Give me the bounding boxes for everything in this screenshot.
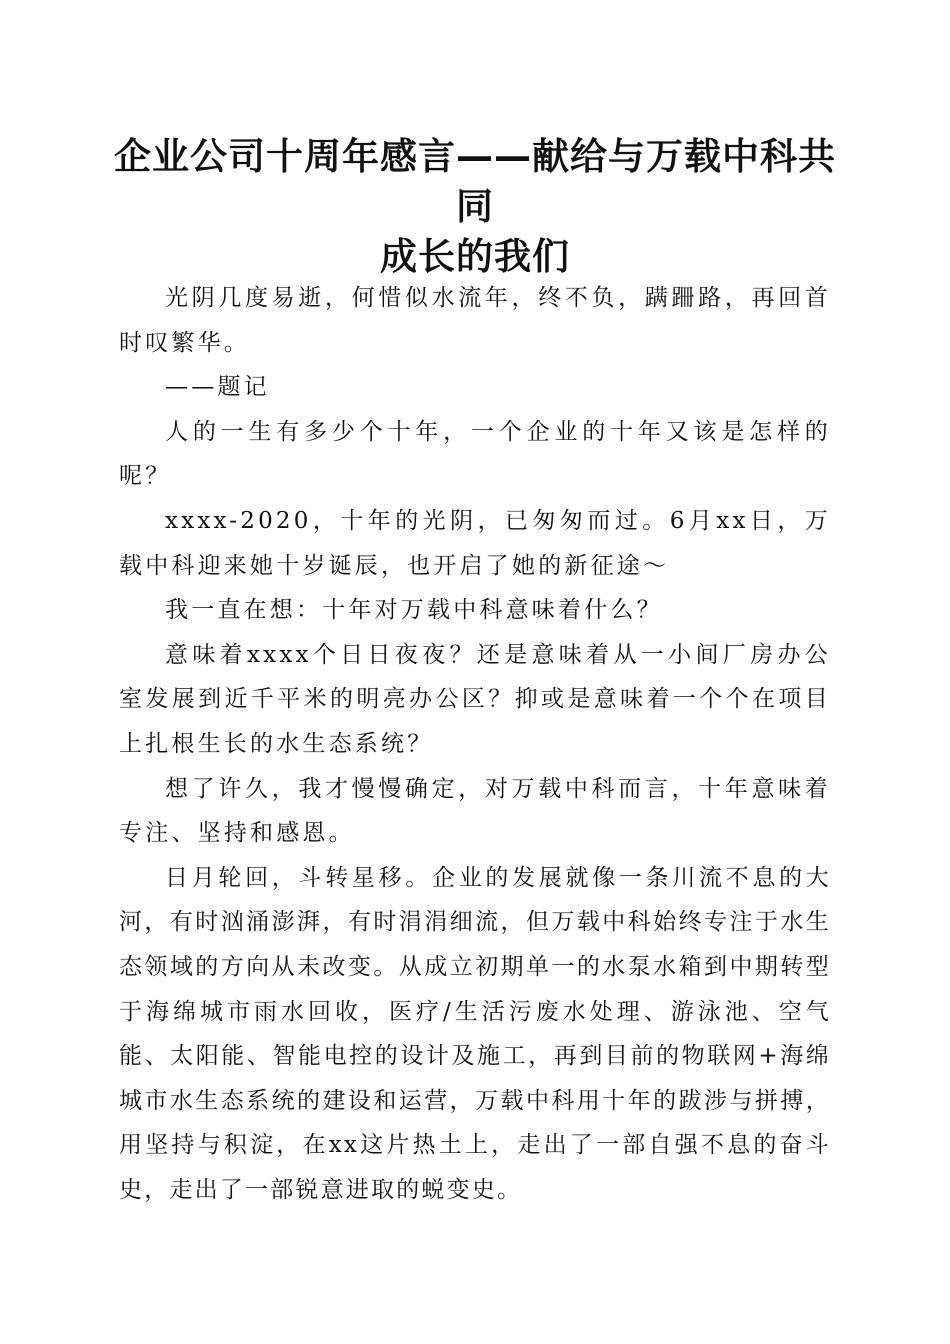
paragraph-epigraph: 光阴几度易逝，何惜似水流年，终不负，蹒跚路，再回首时叹繁华。 bbox=[119, 285, 831, 356]
document-body bbox=[119, 276, 831, 1212]
title-line-2: 成长的我们 bbox=[380, 235, 570, 278]
paragraph-epigraph-attribution: ——题记 bbox=[165, 374, 270, 401]
paragraph-history: 日月轮回，斗转星移。企业的发展就像一条川流不息的大河，有时汹涌澎湃，有时涓涓细流，但万载中科始终专注于水生态领域的方向从未改变。从成立初期单一的水泵水箱到中期转型于海绵城市雨水回收，医疗/生活污废水处理、游泳池、空气能、太阳能、智能电控的设计及施工，再到目前的物联网+海绵城市水生态系统的建设和运营，万载中科用十年的跋涉与拼搏，用坚持与积淀，在xx这片热土上，走出了一部自强不息的奋斗史，走出了一部锐意进取的蜕变史。 bbox=[119, 864, 831, 1203]
paragraph-anniversary: xxxx-2020，十年的光阴，已匆匆而过。6月xx日，万载中科迎来她十岁诞辰，也开启了她的新征途～ bbox=[119, 507, 831, 579]
paragraph-meaning: 意味着xxxx个日日夜夜？还是意味着从一小间厂房办公室发展到近千平米的明亮办公区？抑或是意味着一个个在项目上扎根生长的水生态系统？ bbox=[119, 641, 831, 757]
paragraph-conclusion: 想了许久，我才慢慢确定，对万载中科而言，十年意味着专注、坚持和感恩。 bbox=[119, 775, 831, 847]
paragraph-question: 人的一生有多少个十年，一个企业的十年又该是怎样的呢？ bbox=[119, 418, 831, 490]
paragraph-thinking: 我一直在想：十年对万载中科意味着什么？ bbox=[165, 597, 663, 624]
title-line-1: 企业公司十周年感言——献给与万载中科共同 bbox=[114, 135, 836, 228]
document-title bbox=[100, 132, 850, 282]
